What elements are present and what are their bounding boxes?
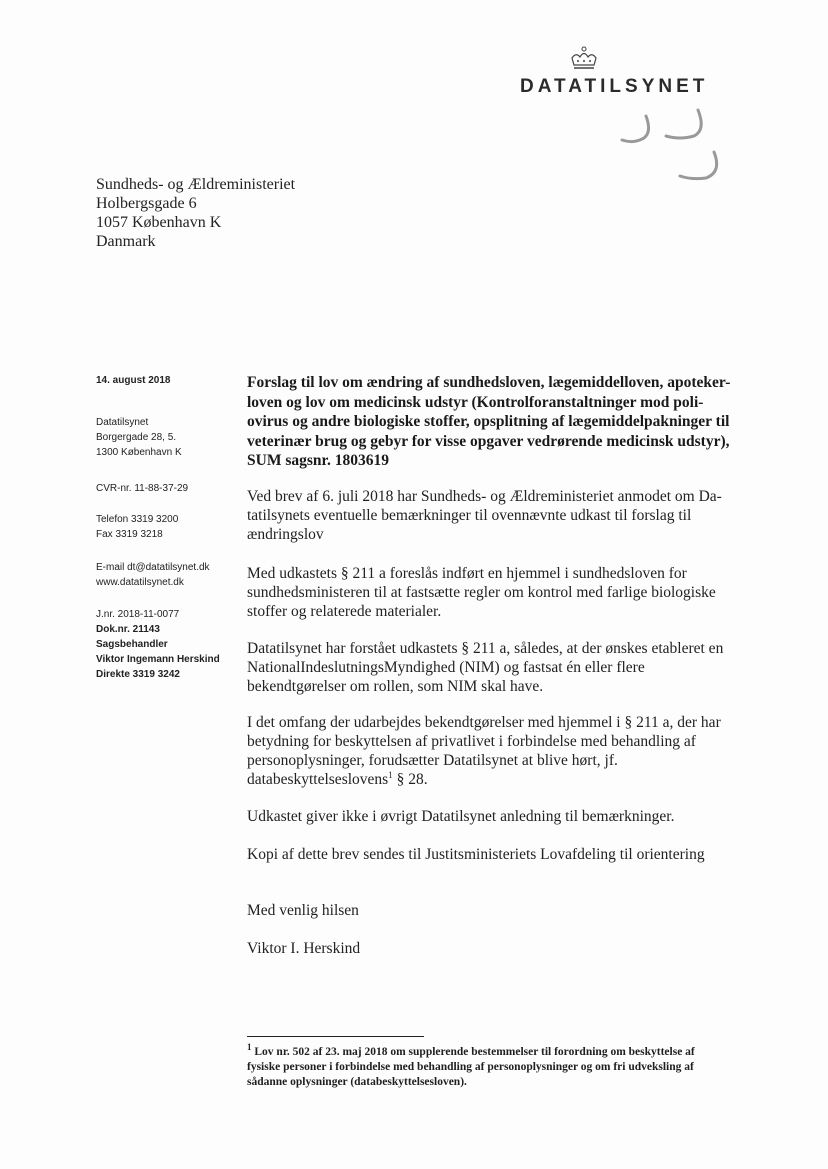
document-number: Dok.nr. 21143: [96, 624, 160, 635]
sender-line: Borgergade 28, 5.: [96, 432, 177, 443]
letter-date: 14. august 2018: [96, 375, 171, 386]
subject-line: loven og lov om medicinsk udstyr (Kontrolforanstaltninger mod poli-: [247, 393, 704, 411]
case-info: [96, 607, 220, 682]
logo-text: DATATILSYNET: [520, 76, 709, 97]
paragraph: Udkastet giver ikke i øvrigt Datatilsynet anledning til bemærkninger.: [247, 808, 675, 825]
sender-line: Datatilsynet: [96, 417, 149, 428]
subject-line: Forslag til lov om ændring af sundhedsloven, lægemiddelloven, apoteker-: [247, 374, 731, 391]
website-link[interactable]: www.datatilsynet.dk: [96, 577, 184, 588]
paragraph-line: ændringslov: [247, 526, 324, 543]
section-reference: § 28.: [392, 771, 428, 788]
paragraph-line: personoplysninger, forudsætter Datatilsynet at blive hørt, jf.: [247, 752, 618, 769]
paragraph: [247, 713, 757, 789]
recipient-line: 1057 København K: [96, 214, 222, 231]
case-officer-name: Viktor Ingemann Herskind: [96, 654, 220, 665]
paragraph-line: betydning for beskyttelsen af privatlivet i forbindelse med behandling af: [247, 733, 696, 750]
paragraph-line: tatilsynets eventuelle bemærkninger til ovennævnte udkast til forslag til: [247, 507, 692, 524]
recipient-address: [96, 175, 295, 251]
footnote-line: fysiske personer i forbindelse med behandling af personoplysninger og om fri udveksling af: [247, 1061, 694, 1073]
paragraph-line: sundhedsministeren til at fastsætte regler om kontrol med farlige biologiske: [247, 584, 716, 601]
paragraph-line: [247, 770, 757, 789]
subject-line: ovirus og andre biologiske stoffer, opsplitning af lægemiddelpakninger til: [247, 413, 730, 430]
recipient-line: Sundheds- og Ældreministeriet: [96, 176, 296, 193]
paragraph-line: bekendtgørelser om rollen, som NIM skal have.: [247, 678, 544, 695]
contact-phone: [96, 512, 178, 542]
paragraph: [247, 564, 757, 621]
closing: Med venlig hilsen: [247, 902, 359, 919]
contact-online: [96, 560, 210, 590]
footnote-text: Lov nr. 502 af 23. maj 2018 om supplerende bestemmelser til forordning om beskyttelse af: [251, 1046, 695, 1058]
paragraph: Kopi af dette brev sendes til Justitsministeriets Lovafdeling til orientering: [247, 846, 705, 863]
paragraph: [247, 487, 757, 544]
recipient-line: Danmark: [96, 233, 156, 250]
footnote-divider: [247, 1036, 424, 1037]
paragraph-line: Ved brev af 6. juli 2018 har Sundheds- og Ældreministeriet anmodet om Da-: [247, 488, 722, 505]
case-officer-label: Sagsbehandler: [96, 639, 168, 650]
sender-line: 1300 København K: [96, 447, 182, 458]
subject-line: veterinær brug og gebyr for visse opgaver vedrørende medicinsk udstyr),: [247, 432, 730, 450]
subject-line: SUM sagsnr. 1803619: [247, 452, 389, 469]
phone: Telefon 3319 3200: [96, 514, 179, 525]
email-link[interactable]: E-mail dt@datatilsynet.dk: [96, 562, 210, 573]
crown-icon: [568, 46, 600, 72]
footnote-marker[interactable]: 1: [388, 769, 393, 780]
cvr-number: CVR-nr. 11-88-37-29: [96, 483, 189, 494]
sender-address: [96, 415, 182, 460]
footnote-line: sådanne oplysninger (databeskyttelsesloven).: [247, 1076, 467, 1088]
footnote-line: [247, 1042, 757, 1060]
paragraph-line: Datatilsynet har forstået udkastets § 211 a, således, at der ønskes etableret en: [247, 640, 724, 657]
paragraph-line: I det omfang der udarbejdes bekendtgørelser med hjemmel i § 211 a, der har: [247, 714, 721, 731]
direct-phone: Direkte 3319 3242: [96, 669, 180, 680]
fax: Fax 3319 3218: [96, 529, 163, 540]
paragraph-line: stoffer og relaterede materialer.: [247, 603, 442, 620]
footnote-number: 1: [247, 1042, 252, 1053]
letter-subject: [247, 373, 747, 471]
signature: Viktor I. Herskind: [247, 940, 361, 957]
paragraph-line: Med udkastets § 211 a foreslås indført en hjemmel i sundhedsloven for: [247, 565, 687, 582]
recipient-line: Holbergsgade 6: [96, 195, 197, 212]
paragraph: [247, 639, 757, 696]
journal-number: J.nr. 2018-11-0077: [96, 609, 180, 620]
handwritten-initials-icon: [618, 108, 730, 184]
paragraph-line: NationalIndeslutningsMyndighed (NIM) og fastsat én eller flere: [247, 659, 645, 676]
law-reference: databeskyttelseslovens: [247, 771, 389, 788]
footnote: [247, 1042, 757, 1090]
